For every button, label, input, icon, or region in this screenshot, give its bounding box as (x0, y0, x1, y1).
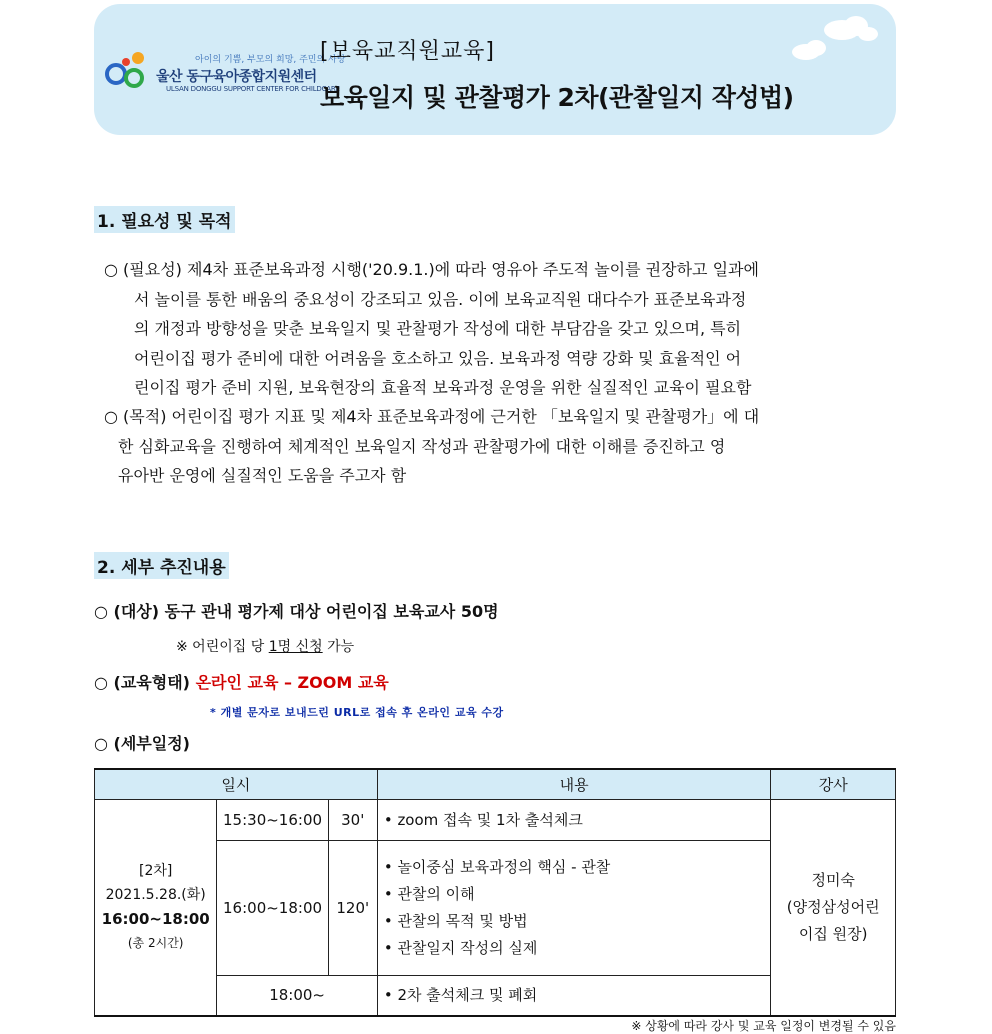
session-time: 16:00~18:00 (101, 910, 210, 929)
paragraph-line: ○ (목적) 어린이집 평가 지표 및 제4차 표준보육과정에 근거한 「보육일지 및 관찰평가」에 대 (104, 407, 760, 426)
content-item: • 관찰의 목적 및 방법 (384, 908, 771, 935)
logo-tagline: 아이의 기쁨, 부모의 희망, 주민의 사랑 (195, 55, 346, 65)
paragraph-line: 서 놀이를 통한 배움의 중요성이 강조되고 있음. 이에 보육교직원 대다수가 표준보육과정 (134, 289, 747, 309)
format-label: ○ (교육형태) (94, 673, 196, 692)
time-cell: 18:00~ (217, 976, 377, 1016)
time-cell: 16:00~18:00 (217, 841, 328, 976)
logo-english: ULSAN DONGGU SUPPORT CENTER FOR CHILDCARE (166, 85, 340, 93)
session-total: (총 2시간) (127, 936, 184, 951)
content-item: • 놀이중심 보육과정의 핵심 - 관찰 (384, 854, 771, 881)
header-instructor: 강사 (771, 769, 896, 800)
session-label: [2차] (139, 863, 173, 880)
paragraph-line: 한 심화교육을 진행하여 체계적인 보육일지 작성과 관찰평가에 대한 이해를 증진하고 영 (118, 436, 726, 456)
paragraph-line: 의 개정과 방향성을 맞춘 보육일지 및 관찰평가 작성에 대한 부담감을 갖고 있으며, 특히 (134, 319, 742, 338)
section-1-heading: 1. 필요성 및 목적 (94, 206, 235, 233)
paragraph-line: 유아반 운영에 실질적인 도움을 주고자 함 (118, 466, 407, 485)
content-cell (377, 800, 771, 841)
instructor-name: 정미숙 (811, 870, 855, 889)
instructor-affiliation: (양정삼성어린 (786, 897, 880, 916)
necessity-paragraph (104, 255, 900, 403)
instructor-cell (771, 800, 896, 1016)
paragraph-line: ○ (필요성) 제4차 표준보육과정 시행('20.9.1.)에 따라 영유아 주도적 놀이를 권장하고 일과에 (104, 260, 759, 279)
content-cell (377, 976, 771, 1016)
paragraph-line: 어린이집 평가 준비에 대한 어려움을 호소하고 있음. 보육과정 역량 강화 및 효율적인 어 (134, 348, 742, 368)
time-cell: 15:30~16:00 (217, 800, 328, 841)
purpose-paragraph (104, 402, 900, 491)
paragraph-line: 린이집 평가 준비 지원, 보육현장의 효율적 보육과정 운영을 위한 실질적인 교육이 필요함 (134, 378, 752, 397)
banner-subtitle: [보육교직원교육] (320, 39, 495, 64)
cloud-icon (784, 12, 880, 68)
header-banner (94, 4, 896, 135)
content-item: • 관찰의 이해 (384, 881, 771, 908)
table-row (95, 800, 896, 841)
note-text: ※ 어린이집 당 (176, 639, 269, 655)
logo-name: 울산 동구육아종합지원센터 (156, 69, 317, 85)
format-line (94, 670, 389, 693)
table-header-row (95, 769, 896, 800)
content-item: • 관찰일지 작성의 실제 (384, 935, 771, 962)
schedule-label: ○ (세부일정) (94, 734, 190, 753)
content-cell (377, 841, 771, 976)
section-2-heading: 2. 세부 추진내용 (94, 552, 229, 579)
format-note: * 개별 문자로 보내드린 URL로 접속 후 온라인 교육 수강 (210, 706, 504, 719)
session-date-cell (95, 800, 217, 1016)
note-text: 가능 (322, 639, 355, 655)
minutes-cell: 120' (328, 841, 377, 976)
banner-title: 보육일지 및 관찰평가 2차(관찰일지 작성법) (320, 83, 794, 112)
instructor-affiliation: 이집 원장) (798, 924, 868, 943)
content-item: • 2차 출석체크 및 폐회 (384, 982, 771, 1009)
content-item: • zoom 접속 및 1차 출석체크 (384, 807, 771, 834)
target-note (176, 636, 354, 656)
header-datetime: 일시 (95, 769, 378, 800)
target-line: ○ (대상) 동구 관내 평가제 대상 어린이집 보육교사 50명 (94, 602, 499, 621)
center-logo-icon (104, 48, 150, 92)
header-content: 내용 (377, 769, 771, 800)
minutes-cell: 30' (328, 800, 377, 841)
footnote: ※ 상황에 따라 강사 및 교육 일정이 변경될 수 있음 (631, 1019, 896, 1033)
session-date: 2021.5.28.(화) (105, 887, 206, 904)
note-underlined: 1명 신청 (268, 639, 323, 655)
format-value: 온라인 교육 – ZOOM 교육 (195, 673, 389, 692)
schedule-table (94, 768, 896, 1017)
